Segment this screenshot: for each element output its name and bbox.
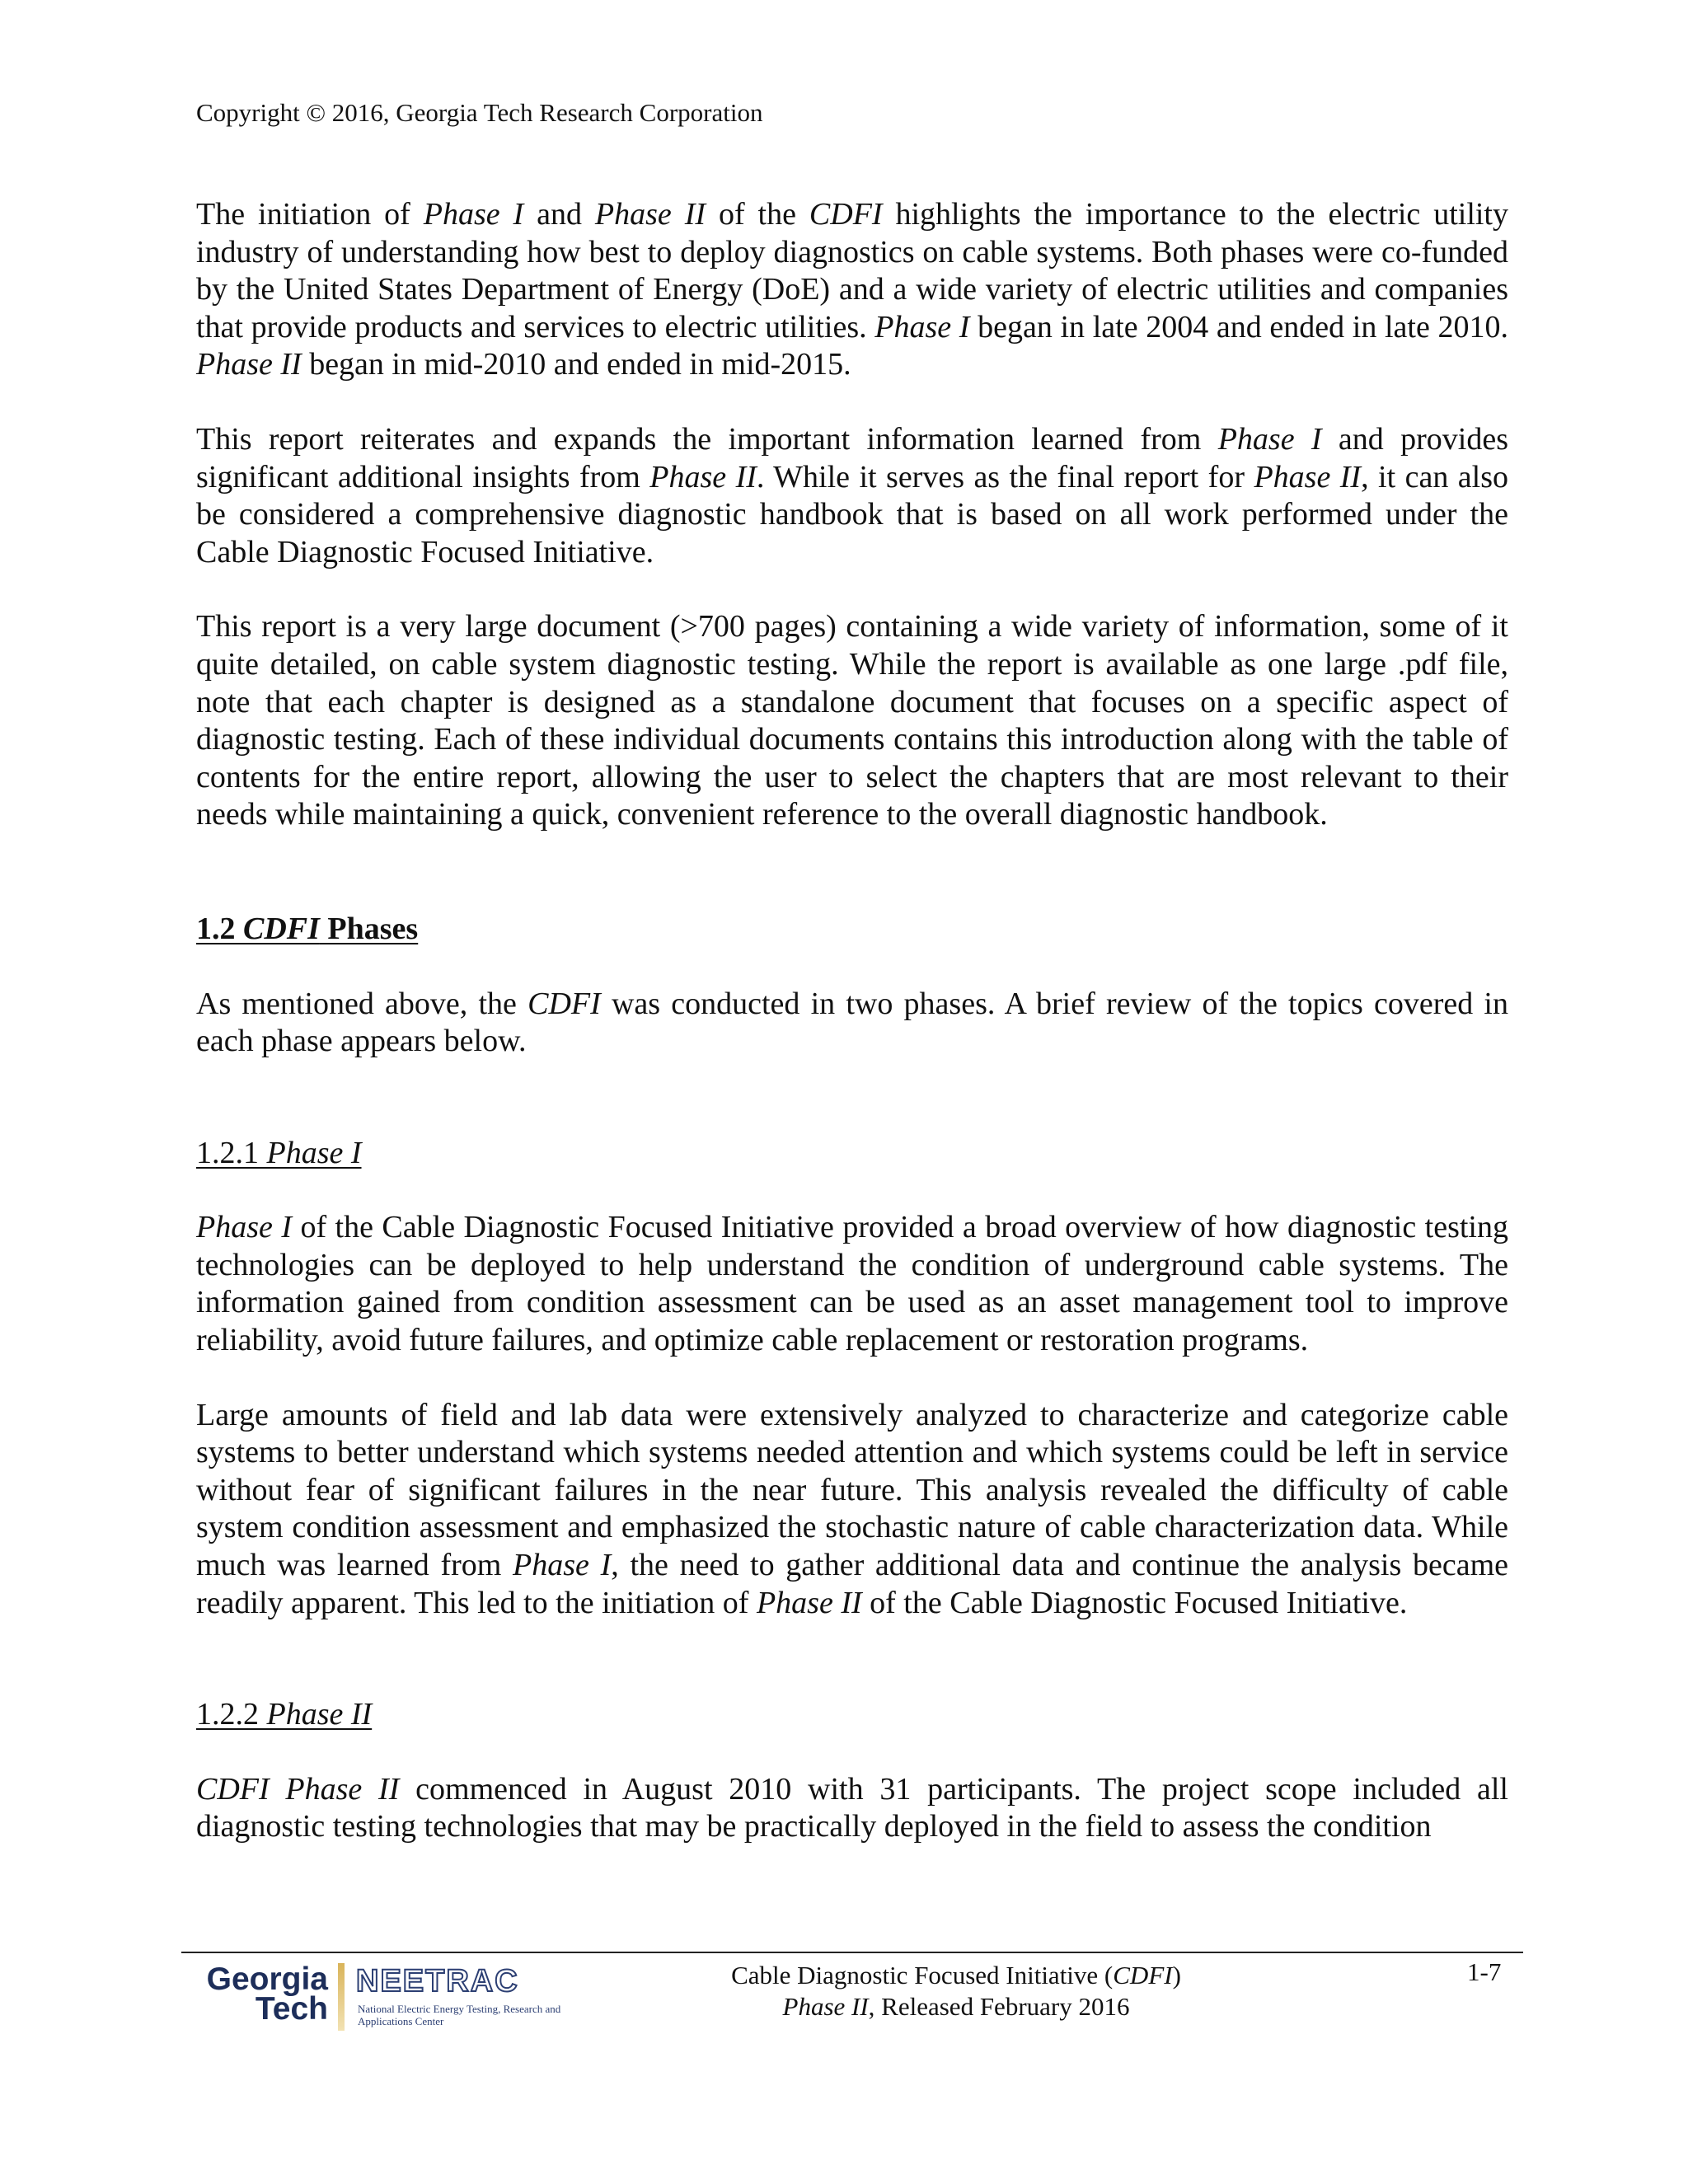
document-body: [196, 196, 1508, 1883]
heading-cdfi-phases: 1.2 CDFI Phases: [196, 911, 419, 946]
paragraph-phase-i-overview: Phase I of the Cable Diagnostic Focused Initiative provided a broad overview of how diagnostic testing technologies can be deployed to help understand the condition of underground cable systems. The information gained from condition assessment can be used as an asset management tool to improve reliability, avoid future failures, and optimize cable replacement or restoration programs.: [196, 1210, 1508, 1358]
heading-phase-ii: 1.2.2 Phase II: [196, 1697, 373, 1732]
paragraph-phase-ii-scope: CDFI Phase II commenced in August 2010 with 31 participants. The project scope included all diagnostic testing technologies that may be practically deployed in the field to assess the condition: [196, 1771, 1508, 1844]
heading-phase-i: 1.2.1 Phase I: [196, 1135, 362, 1170]
footer-divider: [181, 1952, 1523, 1953]
georgia-tech-logo: [196, 1961, 328, 2027]
logo-separator-bar: [338, 1963, 345, 2031]
paragraph-two-phases: As mentioned above, the CDFI was conducted in two phases. A brief review of the topics covered in each phase appears below.: [196, 986, 1508, 1059]
copyright-header: Copyright © 2016, Georgia Tech Research Corporation: [196, 98, 763, 127]
paragraph-report-reiterates: This report reiterates and expands the important information learned from Phase I and provides significant additional insights from Phase II. While it serves as the final report for Phase II, it can also be considered a comprehensive diagnostic handbook that is based on all work performed under the Cable Diagnostic Focused Initiative.: [196, 421, 1508, 569]
neetrac-logo: NEETRAC: [356, 1964, 519, 1999]
footer-line-1: Cable Diagnostic Focused Initiative (CDFI): [731, 1961, 1181, 1990]
neetrac-logo-subtitle: National Electric Energy Testing, Research and Applications Center: [358, 2003, 561, 2027]
footer-line-2: Phase II, Released February 2016: [782, 1992, 1130, 2021]
paragraph-initiation: The initiation of Phase I and Phase II of the CDFI highlights the importance to the electric utility industry of understanding how best to deploy diagnostics on cable systems. Both phases were co-funded by the United States Department of Energy (DoE) and a wide variety of electric utilities and companies that provide products and services to electric utilities. Phase I began in late 2004 and ended in late 2010. Phase II began in mid-2010 and ended in mid-2015.: [196, 197, 1508, 382]
footer-citation: [676, 1960, 1236, 2022]
paragraph-phase-i-analysis: Large amounts of field and lab data were extensively analyzed to characterize and categorize cable systems to better understand which systems needed attention and which systems could be left in service without fear of significant failures in the near future. This analysis revealed the difficulty of cable system condition assessment and emphasized the stochastic nature of cable characterization data. While much was learned from Phase I, the need to gather additional data and continue the analysis became readily apparent. This led to the initiation of Phase II of the Cable Diagnostic Focused Initiative.: [196, 1397, 1508, 1620]
page-number: 1-7: [1467, 1957, 1502, 1986]
paragraph-large-document: This report is a very large document (>700 pages) containing a wide variety of information, some of it quite detailed, on cable system diagnostic testing. While the report is available as one large .pdf file, note that each chapter is designed as a standalone document that focuses on a specific aspect of diagnostic testing. Each of these individual documents contains this introduction along with the table of contents for the entire report, allowing the user to select the chapters that are most relevant to their needs while maintaining a quick, convenient reference to the overall diagnostic handbook.: [196, 609, 1508, 832]
logo-georgia-text: Georgia: [206, 1961, 328, 1997]
logo-tech-text: Tech: [255, 1991, 328, 2027]
